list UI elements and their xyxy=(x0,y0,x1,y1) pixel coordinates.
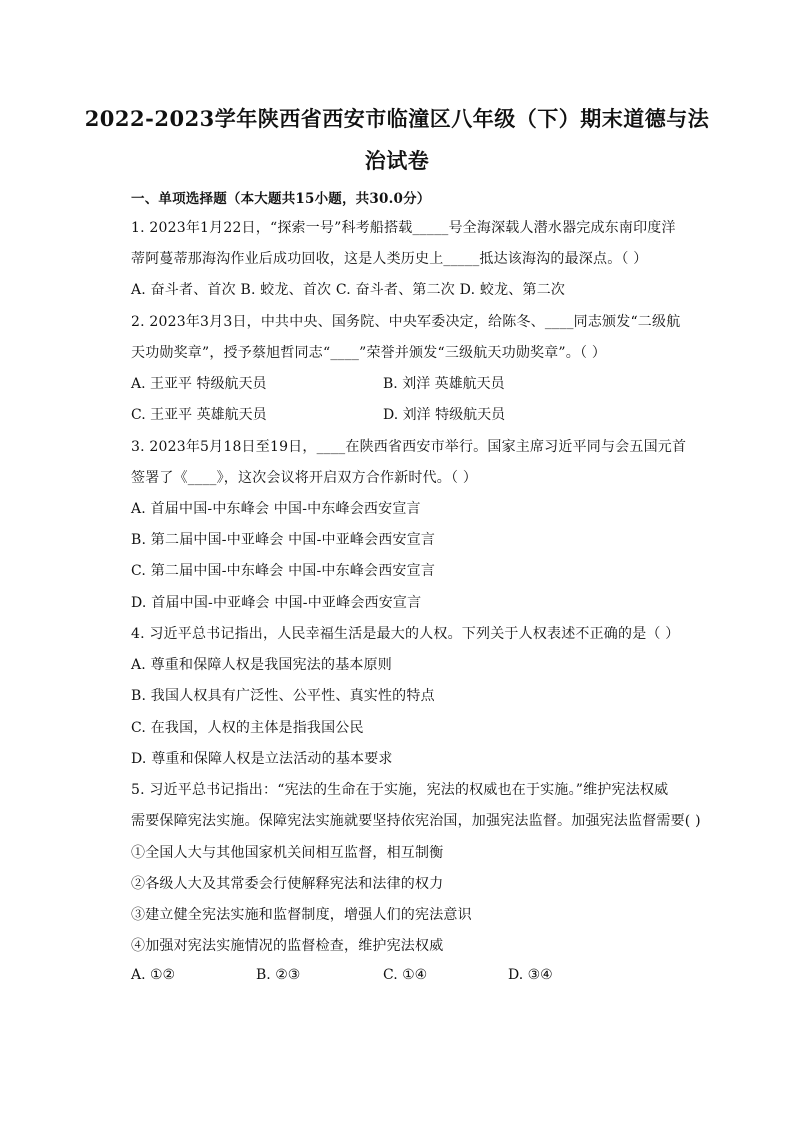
q3-option-d: D. 首届中国-中亚峰会 中国-中亚峰会西安宣言 xyxy=(131,595,422,611)
q5-option-c: C. ①④ xyxy=(383,967,428,983)
q5-statement-1: ①全国人大与其他国家机关间相互监督，相互制衡 xyxy=(131,845,444,861)
q4-option-b: B. 我国人权具有广泛性、公平性、真实性的特点 xyxy=(131,688,435,704)
q3-text-line-1: 3. 2023年5月18日至19日，____在陕西省西安市举行。国家主席习近平同与会五国元首 xyxy=(131,439,687,455)
q4-text-line-1: 4. 习近平总书记指出，人民幸福生活是最大的人权。下列关于人权表述不正确的是（ ） xyxy=(131,626,680,642)
q4-option-c: C. 在我国，人权的主体是指我国公民 xyxy=(131,720,364,736)
q5-statement-2: ②各级人大及其常委会行使解释宪法和法律的权力 xyxy=(131,876,444,892)
q5-text-line-2: 需要保障宪法实施。保障宪法实施就要坚持依宪治国，加强宪法监督。加强宪法监督需要( ) xyxy=(131,813,701,829)
q5-option-b: B. ②③ xyxy=(256,967,301,983)
q2-text-line-1: 2. 2023年3月3日，中共中央、国务院、中央军委决定，给陈冬、____同志颁发“二级航 xyxy=(131,314,681,330)
q1-text-line-1: 1. 2023年1月22日，“探索一号”科考船搭载_____号全海深载人潜水器完成东南印度洋 xyxy=(131,220,676,236)
q2-option-b: B. 刘洋 英雄航天员 xyxy=(383,376,505,392)
q4-option-a: A. 尊重和保障人权是我国宪法的基本原则 xyxy=(131,657,393,673)
q5-option-d: D. ③④ xyxy=(508,967,553,983)
q3-text-line-2: 签署了《____》，这次会议将开启双方合作新时代。（ ） xyxy=(131,470,478,486)
q4-option-d: D. 尊重和保障人权是立法活动的基本要求 xyxy=(131,751,393,767)
q3-option-c: C. 第二届中国-中东峰会 中国-中东峰会西安宣言 xyxy=(131,563,436,579)
q2-text-line-2: 天功勋奖章”，授予蔡旭哲同志“____”荣誉并颁发“三级航天功勋奖章”。（ ） xyxy=(131,345,607,361)
section-heading: 一、单项选择题（本大题共15小题，共30.0分） xyxy=(131,191,431,207)
q5-option-a: A. ①② xyxy=(131,967,176,983)
q5-text-line-1: 5. 习近平总书记指出：“宪法的生命在于实施，宪法的权威也在于实施。”维护宪法权威 xyxy=(131,782,669,798)
exam-title-line-1: 2022-2023学年陕西省西安市临潼区八年级（下）期末道德与法 xyxy=(84,106,710,131)
q5-statement-3: ③建立健全宪法实施和监督制度，增强人们的宪法意识 xyxy=(131,907,472,923)
exam-title-line-2: 治试卷 xyxy=(364,148,430,173)
q3-option-a: A. 首届中国-中东峰会 中国-中东峰会西安宣言 xyxy=(131,501,421,517)
q1-options: A. 奋斗者、首次 B. 蛟龙、首次 C. 奋斗者、第二次 D. 蛟龙、第二次 xyxy=(131,282,566,298)
q1-text-line-2: 蒂阿蔓蒂那海沟作业后成功回收，这是人类历史上_____抵达该海沟的最深点。（ ） xyxy=(131,251,648,267)
q3-option-b: B. 第二届中国-中亚峰会 中国-中亚峰会西安宣言 xyxy=(131,532,436,548)
q2-option-a: A. 王亚平 特级航天员 xyxy=(131,376,267,392)
q2-option-c: C. 王亚平 英雄航天员 xyxy=(131,407,267,423)
q5-statement-4: ④加强对宪法实施情况的监督检查，维护宪法权威 xyxy=(131,938,444,954)
q2-option-d: D. 刘洋 特级航天员 xyxy=(383,407,506,423)
